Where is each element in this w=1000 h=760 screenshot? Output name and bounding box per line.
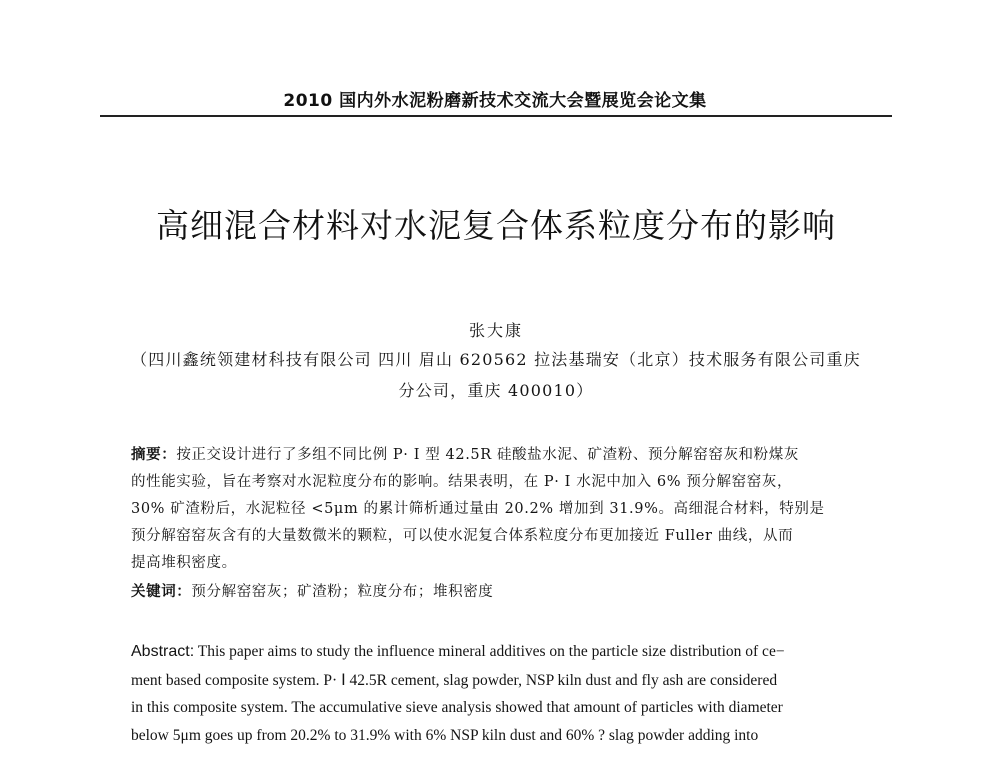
- keywords-cn-label: 关键词：: [131, 584, 192, 600]
- abstract-cn-line: 的性能实验，旨在考察对水泥粒度分布的影响。结果表明，在 P· Ⅰ 水泥中加入 6% 预分解窑窑灰，: [131, 474, 793, 490]
- abstract-cn-line: 30% 矿渣粉后，水泥粒径 <5μm 的累计筛析通过量由 20.2% 增加到 31.9%。高细混合材料，特别是: [131, 501, 825, 517]
- abstract-cn-line: [131, 443, 866, 464]
- abstract-cn-label: 摘要：: [131, 447, 177, 463]
- author-name: 张大康: [468, 321, 523, 340]
- abstract-en-text: This paper aims to study the influence mineral additives on the particle size distribution of ce−: [197, 643, 785, 660]
- abstract-cn-line: 提高堆积密度。: [131, 555, 237, 571]
- affiliation-line: 分公司，重庆 400010）: [398, 381, 594, 400]
- abstract-en-label: Abstract:: [131, 643, 195, 660]
- abstract-en-line: in this composite system. The accumulative sieve analysis showed that amount of particles with diameter: [131, 699, 783, 716]
- keywords-cn-line: [131, 580, 866, 601]
- paper-title: 高细混合材料对水泥复合体系粒度分布的影响: [156, 206, 836, 245]
- running-header: 2010 国内外水泥粉磨新技术交流大会暨展览会论文集: [283, 91, 707, 111]
- header-rule: [100, 115, 892, 117]
- abstract-en-line: below 5μm goes up from 20.2% to 31.9% with 6% NSP kiln dust and 60% ? slag powder adding into: [131, 727, 759, 744]
- abstract-en-line: ment based composite system. P· Ⅰ 42.5R cement, slag powder, NSP kiln dust and fly ash are considered: [131, 672, 778, 689]
- keywords-cn-text: 预分解窑窑灰；矿渣粉；粒度分布；堆积密度: [191, 584, 494, 600]
- abstract-cn-line: 预分解窑窑灰含有的大量数微米的颗粒，可以使水泥复合体系粒度分布更加接近 Fuller 曲线，从而: [131, 528, 794, 544]
- abstract-cn-text: 按正交设计进行了多组不同比例 P· Ⅰ 型 42.5R 硅酸盐水泥、矿渣粉、预分解窑窑灰和粉煤灰: [176, 447, 799, 463]
- affiliation-line: （四川鑫统领建材科技有限公司 四川 眉山 620562 拉法基瑞安（北京）技术服务有限公司重庆: [131, 350, 861, 369]
- abstract-en-line: [131, 643, 866, 661]
